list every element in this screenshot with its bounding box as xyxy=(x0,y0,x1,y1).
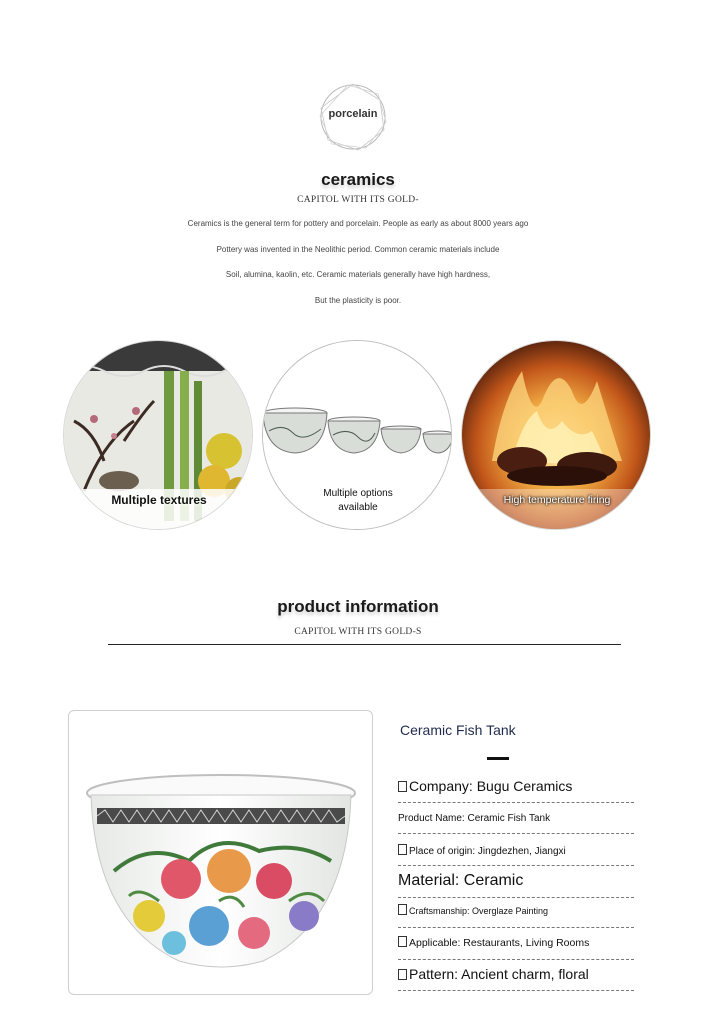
feature-textures xyxy=(63,340,253,530)
feature-options xyxy=(262,340,452,530)
product-image-card xyxy=(68,710,373,995)
feature-label-firing: High temperature firing xyxy=(503,494,611,506)
spec-origin xyxy=(398,844,634,866)
bullet-icon xyxy=(398,904,407,915)
spec-pattern xyxy=(398,966,634,991)
feature-firing xyxy=(461,340,651,530)
spec-product-name xyxy=(398,813,634,834)
bullet-icon xyxy=(398,844,407,855)
page-subtitle: CAPITOL WITH ITS GOLD- xyxy=(297,195,419,205)
feature-label-options xyxy=(263,487,452,515)
feature-label-options-line1: Multiple options xyxy=(323,488,393,499)
spec-company xyxy=(398,778,634,803)
spec-material-text: Material: Ceramic xyxy=(398,872,524,889)
feature-label-options-line2: available xyxy=(338,502,378,513)
feature-label-textures: Multiple textures xyxy=(111,493,207,507)
intro-line-3: Soil, alumina, kaolin, etc. Ceramic materials generally have high hardness, xyxy=(225,270,491,279)
spec-pattern-text: Pattern: Ancient charm, floral xyxy=(409,966,589,982)
spec-applicable-text: Applicable: Restaurants, Living Rooms xyxy=(409,937,590,949)
intro-line-2: Pottery was invented in the Neolithic period. Common ceramic materials include xyxy=(216,245,500,254)
spec-product-name-text: Product Name: Ceramic Fish Tank xyxy=(398,813,551,824)
intro-line-1: Ceramics is the general term for pottery and porcelain. People as early as about 8000 years ago xyxy=(187,219,529,228)
spec-craftsmanship-text: Craftsmanship: Overglaze Painting xyxy=(409,906,549,916)
spec-origin-text: Place of origin: Jingdezhen, Jiangxi xyxy=(409,846,566,857)
bullet-icon xyxy=(398,936,407,947)
bullet-icon xyxy=(398,969,407,980)
spec-material xyxy=(398,872,634,898)
bullet-icon xyxy=(398,781,407,792)
spec-company-text: Company: Bugu Ceramics xyxy=(409,778,573,794)
section-divider xyxy=(108,644,621,645)
product-section-title: product information xyxy=(277,597,439,616)
spec-craftsmanship xyxy=(398,904,634,928)
spec-applicable xyxy=(398,936,634,960)
intro-line-4: But the plasticity is poor. xyxy=(314,296,402,305)
page-title: ceramics xyxy=(321,170,395,189)
product-name-dash xyxy=(487,757,509,760)
product-section-subtitle: CAPITOL WITH ITS GOLD-S xyxy=(294,627,422,637)
badge-label: porcelain xyxy=(328,108,378,120)
fish-tank-image xyxy=(69,711,372,994)
product-name: Ceramic Fish Tank xyxy=(400,722,516,738)
